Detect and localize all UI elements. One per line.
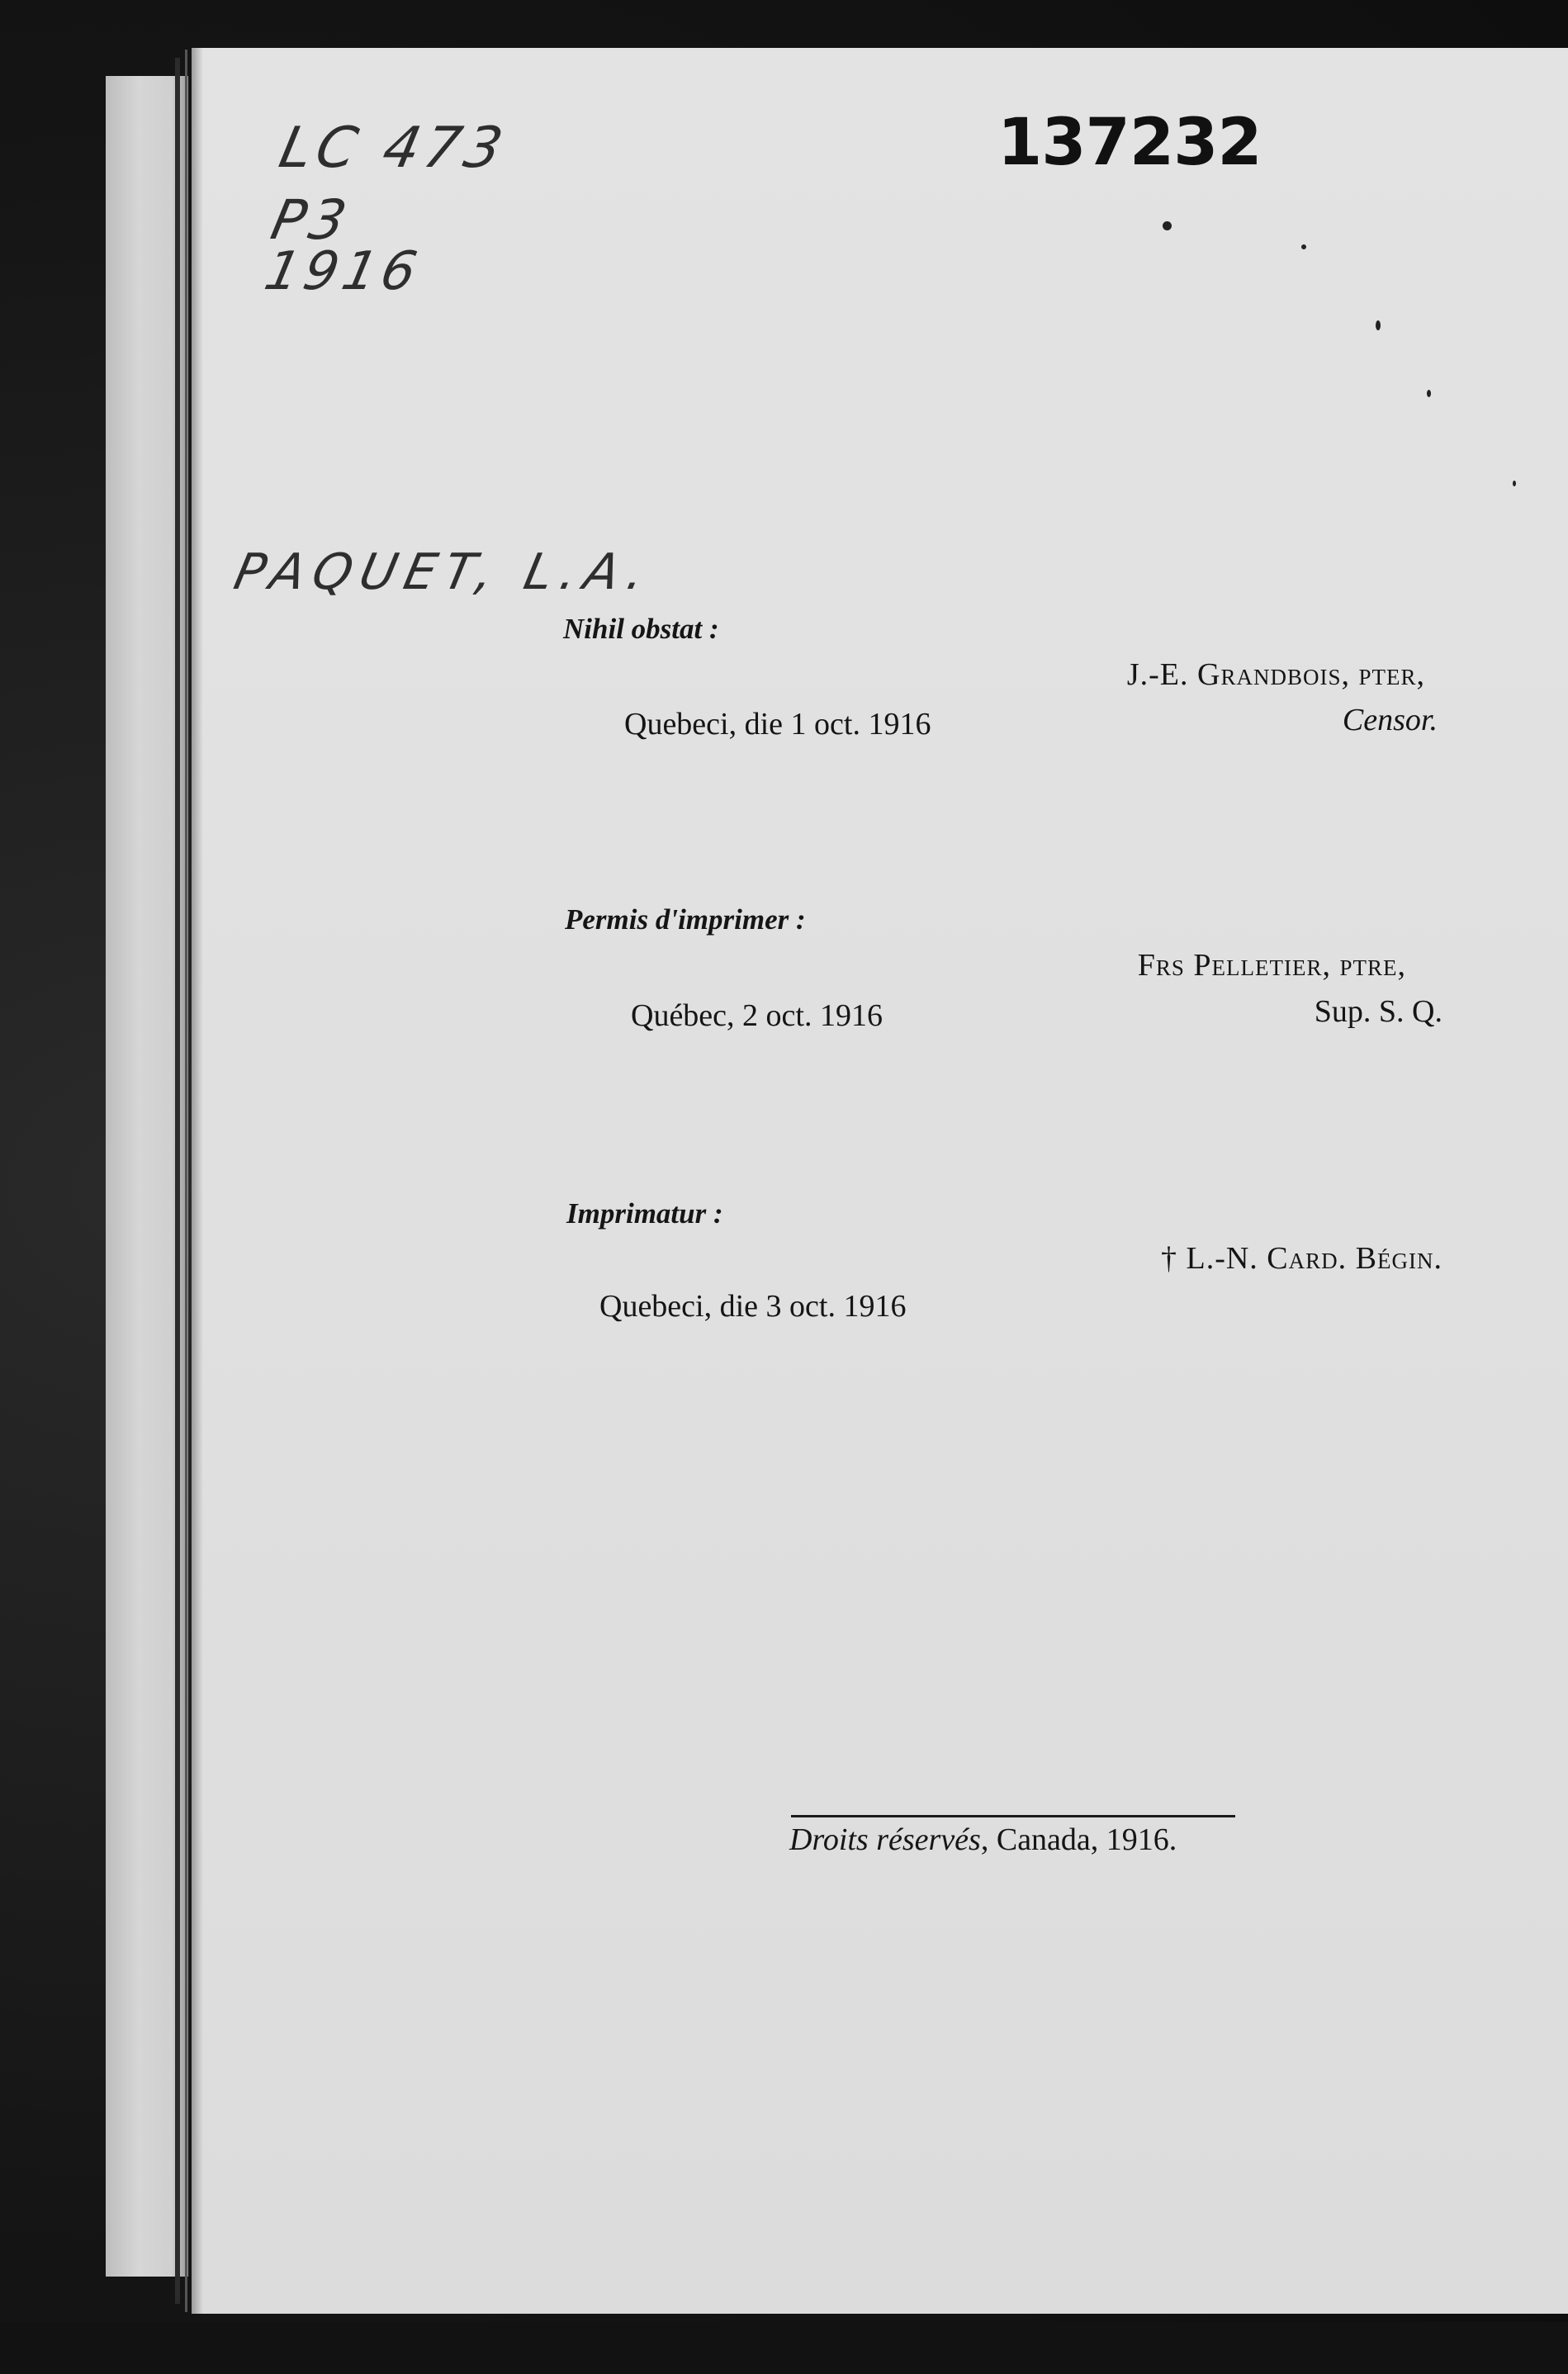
handwritten-call-number-line3: 1916 <box>259 241 427 302</box>
spine-shadow-line <box>175 58 180 2304</box>
permis-imprimer-label: Permis d'imprimer : <box>565 903 806 936</box>
copyright-place-year: , Canada, 1916. <box>980 1822 1177 1857</box>
ink-speck <box>1301 244 1306 249</box>
permis-imprimer-signatory: Frs Pelletier, ptre, <box>1137 948 1406 983</box>
nihil-obstat-title: Censor. <box>1342 703 1438 737</box>
handwritten-call-number-line1: LC 473 <box>273 116 514 181</box>
nihil-obstat-signatory: J.-E. Grandbois, pter, <box>1126 657 1425 692</box>
permis-imprimer-title: Sup. S. Q. <box>1314 994 1442 1029</box>
scan-bottom-edge <box>0 2322 1568 2374</box>
copyright-rule <box>791 1815 1235 1817</box>
page-gutter-shadow <box>192 48 203 2314</box>
ink-speck <box>1376 320 1381 330</box>
handwritten-call-number-line2: P3 <box>265 188 357 252</box>
ink-speck <box>1427 390 1431 397</box>
nihil-obstat-label: Nihil obstat : <box>563 613 719 645</box>
ink-speck <box>1163 221 1172 230</box>
imprimatur-label: Imprimatur : <box>566 1197 723 1230</box>
imprimatur-place-date: Quebeci, die 3 oct. 1916 <box>599 1289 907 1324</box>
copyright-rights-text: Droits réservés <box>789 1822 981 1857</box>
permis-imprimer-place-date: Québec, 2 oct. 1916 <box>631 998 883 1033</box>
document-page <box>192 48 1568 2314</box>
copyright-line <box>789 1822 1177 1858</box>
handwritten-author-name: PAQUET, L.A. <box>229 543 659 601</box>
imprimatur-signatory: † L.-N. Card. Bégin. <box>1161 1241 1442 1276</box>
accession-number-stamp: 137232 <box>997 106 1262 180</box>
ink-speck <box>1513 481 1516 486</box>
nihil-obstat-place-date: Quebeci, die 1 oct. 1916 <box>624 707 931 742</box>
spine-shadow-line-secondary <box>185 50 187 2312</box>
